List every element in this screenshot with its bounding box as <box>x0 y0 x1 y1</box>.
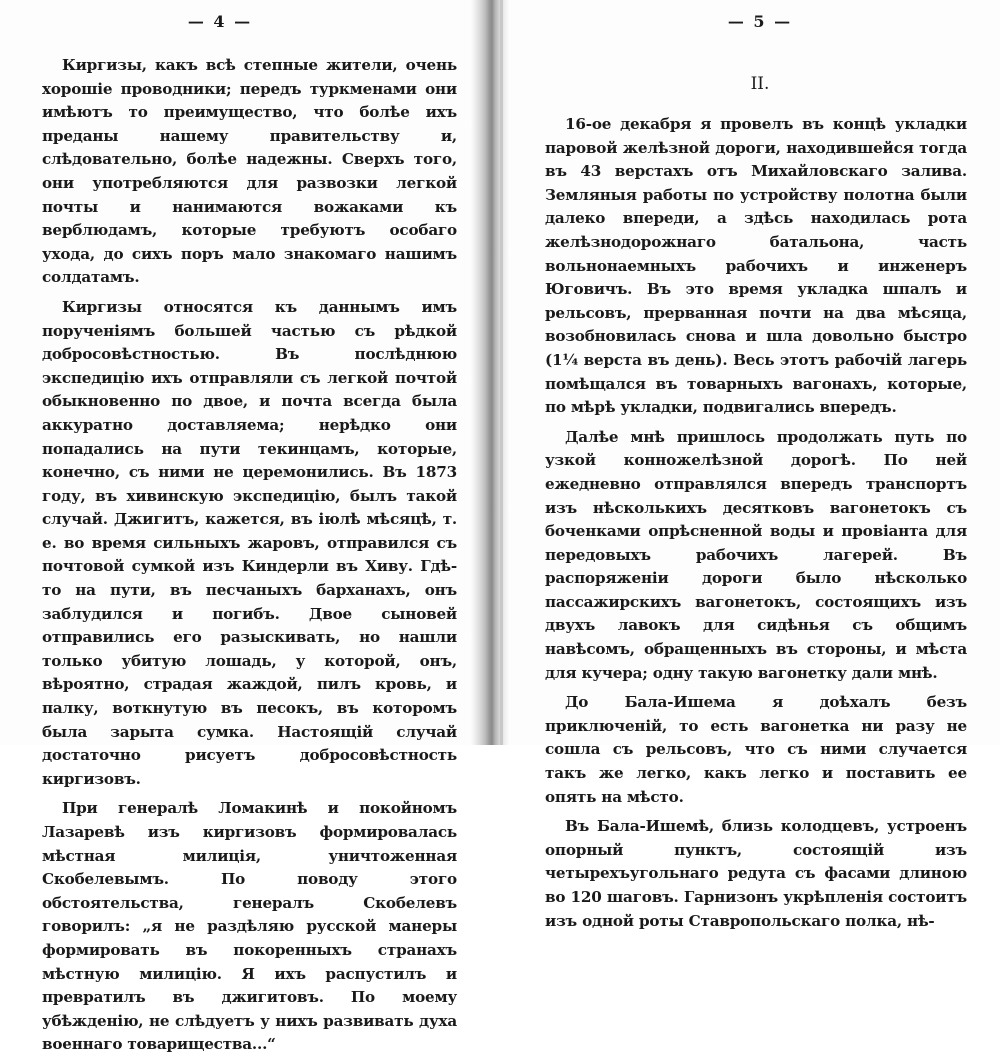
page-number-left: — 4 — <box>187 12 253 31</box>
page-number-right: — 5 — <box>727 12 793 31</box>
paragraph: При генералѣ Ломакинѣ и покойномъ Лазаревѣ изъ киргизовъ формировалась мѣстная милиція, уничтоженная Скобелевымъ. По поводу этого обстоятельства, генералъ Скобелевъ говорилъ: „я не раздѣляю русской манеры формировать въ покоренныхъ странахъ мѣстную милицію. Я ихъ распустилъ и превратилъ въ джигитовъ. По моему убѣжденію, не слѣдуетъ у нихъ развивать духа военнаго товарищества...“ <box>42 799 457 1054</box>
left-page-body <box>42 54 457 1063</box>
paragraph: Въ Бала-Ишемѣ, близь колодцевъ, устроенъ опорный пунктъ, состоящій изъ четырехъугольнаго редута съ фасами длиною во 120 шаговъ. Гарнизонъ укрѣпленія состоитъ изъ одной роты Ставропольскаго полка, нѣ- <box>545 817 967 930</box>
book-spine-gutter <box>470 0 510 745</box>
left-page <box>0 0 478 1054</box>
paragraph: 16-ое декабря я провелъ въ концѣ укладки паровой желѣзной дороги, находившейся тогда въ 43 верстахъ отъ Михайловскаго залива. Земляныя работы по устройству полотна были далеко впереди, а здѣсь находилась рота желѣзнодорожнаго батальона, часть вольнонаемныхъ рабочихъ и инженеръ Юговичъ. Въ это время укладка шпалъ и рельсовъ, прерванная почти на два мѣсяца, возобновилась снова и шла довольно быстро (1¼ верста въ день). Весь этотъ рабочій лагерь помѣщался въ товарныхъ вагонахъ, которые, по мѣрѣ укладки, подвигались впередъ. <box>545 115 967 417</box>
right-page-body <box>545 113 967 939</box>
paragraph: До Бала-Ишема я доѣхалъ безъ приключеній, то есть вагонетка ни разу не сошла съ рельсовъ, что съ ними случается такъ же легко, какъ легко и поставить ее опять на мѣсто. <box>545 693 967 806</box>
page-edge <box>500 0 503 745</box>
chapter-heading: II. <box>750 74 770 94</box>
paragraph: Киргизы, какъ всѣ степные жители, очень хорошіе проводники; передъ туркменами они имѣютъ то преимущество, что болѣе ихъ преданы нашему правительству и, слѣдовательно, болѣе надежны. Сверхъ того, они употребляются для развозки легкой почты и нанимаются вожаками къ верблюдамъ, которые требуютъ особаго ухода, до сихъ поръ мало знакомаго нашимъ солдатамъ. <box>42 56 457 287</box>
paragraph: Киргизы относятся къ даннымъ имъ порученіямъ большей частью съ рѣдкой добросовѣстностью. Въ послѣднюю экспедицію ихъ отправляли съ легкой почтой обыкновенно по двое, и почта всегда была аккуратно доставляема; нерѣдко они попадались на пути текинцамъ, которые, конечно, съ ними не церемонились. Въ 1873 году, въ хивинскую экспедицію, былъ такой случай. Джигитъ, кажется, въ іюлѣ мѣсяцѣ, т. е. во время сильныхъ жаровъ, отправился съ почтовой сумкой изъ Киндерли въ Хиву. Гдѣ-то на пути, въ песчаныхъ барханахъ, онъ заблудился и погибъ. Двое сыновей отправились его разыскивать, но нашли только убитую лошадь, у которой, онъ, вѣроятно, страдая жаждой, пилъ кровь, и палку, воткнутую въ песокъ, въ которомъ была зарыта сумка. Настоящій случай достаточно рисуетъ добросовѣстность киргизовъ. <box>42 297 457 788</box>
paragraph: Далѣе мнѣ пришлось продолжать путь по узкой конножелѣзной дорогѣ. По ней ежедневно отправлялся впередъ транспортъ изъ нѣсколькихъ десятковъ вагонетокъ съ боченками опрѣсненной воды и провіанта для передовыхъ рабочихъ лагерей. Въ распоряженіи дороги было нѣсколько пассажирскихъ вагонетокъ, состоящихъ изъ двухъ лавокъ для сидѣнья съ общимъ навѣсомъ, обращенныхъ въ стороны, и мѣста для кучера; одну такую вагонетку дали мнѣ. <box>545 427 967 682</box>
